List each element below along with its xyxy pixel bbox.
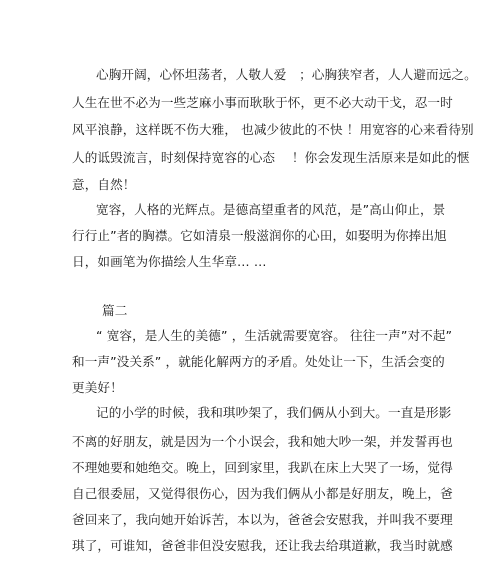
text-line: 日，如画笔为你描绘人生华章… … — [72, 254, 267, 269]
text-line: “ 宽容，是人生的美德” ，生活就需要宽容。 往往一声”对不起” — [96, 328, 453, 343]
text-line: 宽容，人格的光辉点。是德高望重者的风范，是”高山仰止，景 — [96, 202, 446, 217]
text-line: 不离的好朋友，就是因为一个小误会，我和她大吵一架，并发誓再也 — [72, 434, 453, 449]
text-line: 不理她要和她绝交。晚上，回到家里，我趴在床上大哭了一场，觉得 — [72, 460, 453, 475]
text-line: 记的小学的时候，我和琪吵架了，我们俩从小到大。一直是形影 — [96, 405, 452, 420]
text-line: 和一声”没关系” ，就能化解两方的矛盾。处处让一下，生活会变的 — [72, 354, 445, 369]
text-line: 风平浪静，这样既不伤大雅， 也减少彼此的不快 ！用宽容的心来看待别 — [72, 122, 474, 137]
text-line: 爸回来了，我向她开始诉苦，本以为，爸爸会安慰我，并叫我不要理 — [72, 512, 453, 527]
text-line: 更美好！ — [72, 380, 123, 395]
text-line: 心胸开阔，心怀坦荡者，人敬人爱 ；心胸狭窄者，人人避而远之。 — [96, 67, 477, 82]
text-line: 琪了，可谁知，爸爸非但没安慰我，还让我去给琪道歉，我当时就感 — [72, 538, 453, 553]
section-heading: 篇二 — [102, 303, 128, 318]
text-line: 人生在世不必为一些芝麻小事而耿耿于怀，更不必大动干戈，忍一时 — [72, 95, 453, 110]
text-line: 意，自然！ — [72, 177, 136, 192]
text-line: 人的诋毁流言，时刻保持宽容的心态 ！你会发现生活原来是如此的惬 — [72, 150, 470, 165]
text-line: 自己很委屈，又觉得很伤心，因为我们俩从小都是好朋友，晚上，爸 — [72, 486, 453, 501]
text-line: 行行止”者的胸襟。它如清泉一般滋润你的心田，如娶明为你捧出旭 — [72, 228, 447, 243]
